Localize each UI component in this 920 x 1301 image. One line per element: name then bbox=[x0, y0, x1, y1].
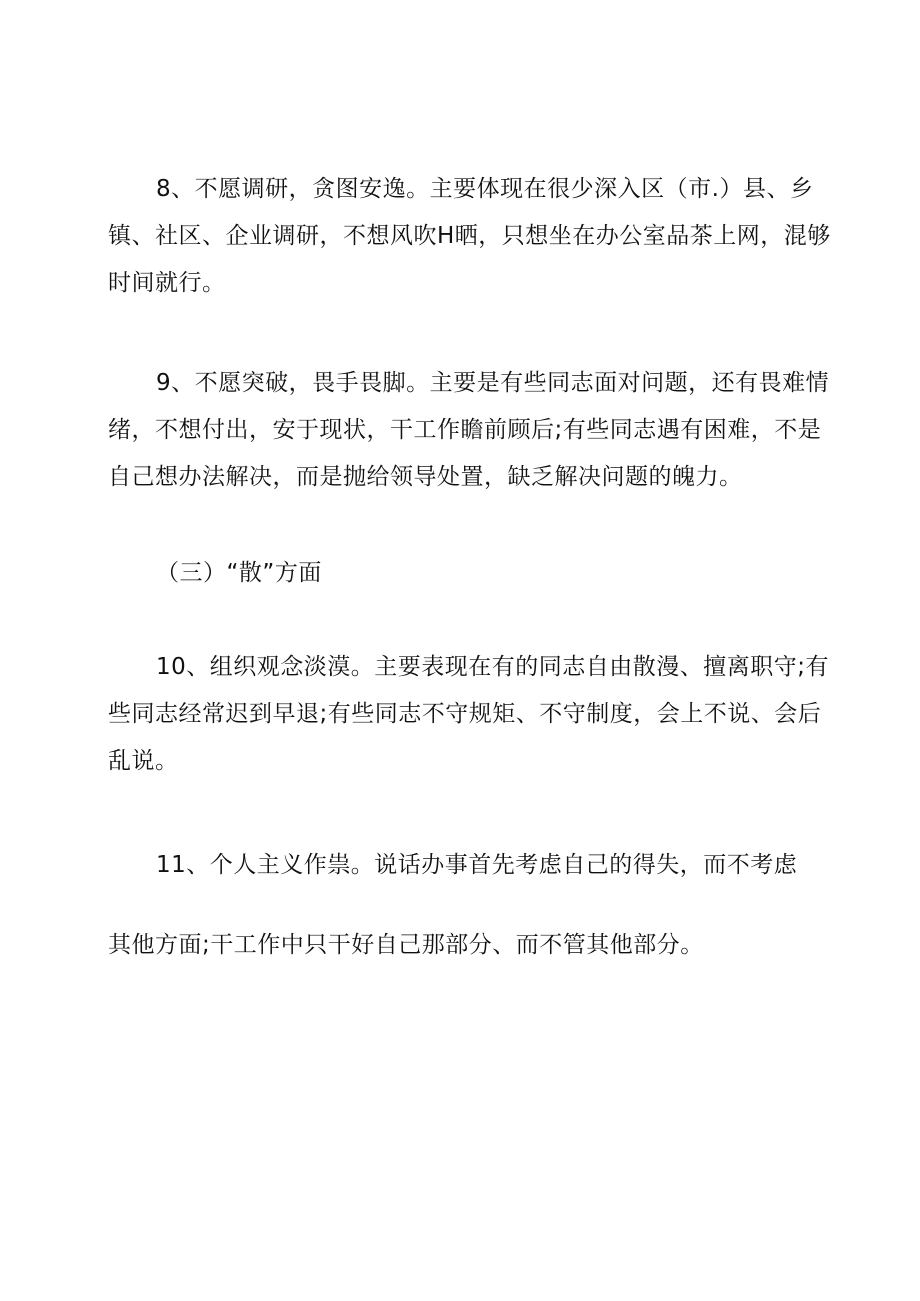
paragraph-line: 11、个人主义作祟。说话办事首先考虑自己的得失，而不考虑 bbox=[156, 852, 798, 878]
paragraph-line: 自己想办法解决，而是抛给领导处置，缺乏解决问题的魄力。 bbox=[108, 464, 743, 490]
paragraph-line: 10、组织观念淡漠。主要表现在有的同志自由散漫、擅离职守;有 bbox=[156, 654, 830, 680]
paragraph-line: 时间就行。 bbox=[108, 270, 226, 296]
section-heading: （三）“散”方面 bbox=[156, 560, 322, 586]
paragraph-line: 8、不愿调研，贪图安逸。主要体现在很少深入区（市.）县、乡 bbox=[156, 176, 814, 202]
paragraph-8 bbox=[108, 166, 831, 307]
paragraph-line: 乱说。 bbox=[108, 748, 179, 774]
paragraph-11 bbox=[108, 842, 816, 969]
paragraph-9 bbox=[108, 360, 830, 501]
paragraph-line: 镇、社区、企业调研，不想风吹H晒，只想坐在办公室品茶上网，混够 bbox=[108, 223, 831, 249]
paragraph-line: 9、不愿突破，畏手畏脚。主要是有些同志面对问题，还有畏难情 bbox=[156, 370, 830, 396]
paragraph-line: 些同志经常迟到早退;有些同志不守规矩、不守制度，会上不说、会后 bbox=[108, 701, 822, 727]
paragraph-line: 绪，不想付出，安于现状，干工作瞻前顾后;有些同志遇有困难，不是 bbox=[108, 417, 822, 443]
section-heading-3 bbox=[108, 550, 816, 597]
paragraph-line: 其他方面;干工作中只干好自己那部分、而不管其他部分。 bbox=[108, 932, 704, 958]
paragraph-10 bbox=[108, 644, 830, 785]
